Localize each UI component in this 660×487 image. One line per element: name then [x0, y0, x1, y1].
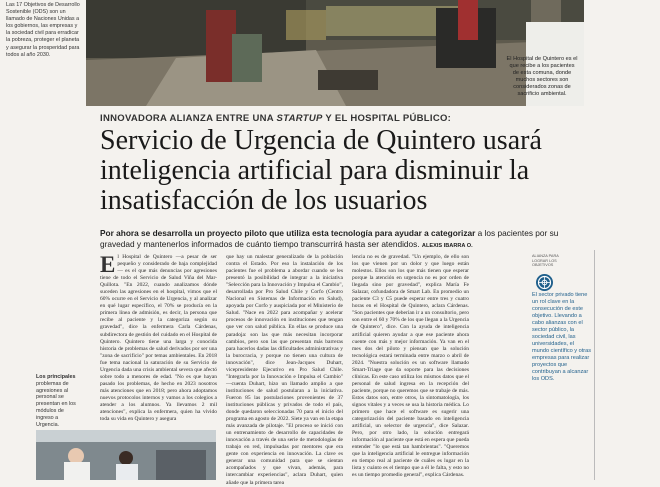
drop-cap: E [100, 252, 116, 277]
article-column-3: lencia no es de gravedad. "Un ejemplo, de ello son los que vienen por un dolor y que luego están molestos. Ellos son los que más tienen que esperar porque la atención en urgencia no es por orden de llegada sino por gravedad", explica María Fe Salazar, cofundadora de Smart Lab. En promedio un paciente C3 y C5 puede esperar entre tres y cuatro horas en el Hospital de Quintero, aclara Cárdenas. "Son pacientes que deberían ir a un consultorio, pero son entre el 60 y 70% de los que llegan a la Urgencia de Quintero", dice. Con la ayuda de inteligencia artificial quieren ayudar a que ese paciente ahora cuente con más y mejor información. Ya van en el mes dos del piloto y piensan que la solución tecnológica estará terminada entre marzo o abril de 2024. "Nuestra solución es un software llamado Smart-Triage que da soporte para las decisiones clínicas. En este caso utiliza los mismos datos que el personal de salud ingresa en la recepción del paciente, porque no queremos que se trabaje de más. Estos datos son, entre otros, la sintomatología, los signos vitales y a veces se usa la historia médica. Lo primero que hace el software es sugerir una categorización del paciente basado en inteligencia artificial, un selector de urgencia", dice Salazar. Pero, por otro lado, la solución entregará información al paciente que está en espera que pueda entender "lo que está tan hambrientas". "Queremos que la inteligencia artificial le entregue información en tiempo real al paciente de cuáles es lugar en la lista y cuánto es el tiempo que a él le falta, y esto no es un tiempo promedio general", explica Cárdenas. [352, 254, 469, 479]
sdg-text: El sector privado tiene un rol clave en la consecución de este objetivo. Llevando a cabo alianzas con el sector público, la sociedad civil, las universidades, el mundo científico y otras empresas para realizar proyectos que contribuyan a alcanzar los ODS. [532, 292, 592, 382]
sdg-alliance-icon [536, 274, 553, 291]
column-1-text: l Hospital de Quintero —a pesar de ser pequeño y considerado de baja complejidad— es el que más denuncias por agresiones tiene de todo el Servicio de Salud Viña del Mar-Quillota. "En 2022, cuando analizamos dónde suceden las agresiones en el hospital, vimos que el 60% ocurre en el Servicio de Urgencia, y al analizar en qué lugar específico, el 70% se producía en la primera línea de admisión, es decir, la persona que recibe al paciente y la categoriza según su gravedad", dice la enfermera Carla Cárdenas, subdirectora de gestión del cuidado en el Hospital de Quintero. Quintero tiene una larga y conocida historia de problemas de salud derivados por ser una "zona de sacrificio" por temas ambientales. En 2018 fue tema nacional la saturación de su Servicio de Urgencia dada una crisis ambiental severa que afectó sobre todo a menores de edad. "No es que hayan pasado los problemas, de hecho en 2023 nosotros más atenciones que en 2018; pero ahora adoptamos nuevos protocolos internos y vamos a los colegios a atender a los alumnos. Ya llevamos 2 mil atenciones", explica la enfermera, quien ha vivido toda su vida en Quintero y asegura [100, 254, 217, 423]
urgency-photo [36, 430, 216, 480]
side-photo-caption [36, 374, 80, 428]
column-divider [594, 250, 595, 480]
overline [100, 113, 580, 124]
article-column-2: que hay un malestar generalizado de la población contra el Estado. Por eso la instalación de los pacientes fue el problema a abordar cuando se les presentó la posibilidad de integrar a la iniciativa "Selección para la Innovación y Impulsa el Cambio", desarrollada por Pro Salud Chile y Corfo (Centro Nacional en Sistemas de Información en Salud), apoyada por Corfo y auspiciada por el Ministerio de Salud. "Nace en 2022 para acompañar y acelerar procesos de innovación en instituciones que tengan que ver con salud pública. En ellas se produce una paradoja: son las que más necesitan incorporar cambios, pero son las que presentan más barreras para hacerlos dadas las dificultades administrativas y la burocracia, y porque no tienen una cultura de innovación", dice Jean-Jacques Duhart, vicepresidente Ejecutivo en Pro Salud Chile. "Integrarla por la Innovación e Impulsa el Cambio" —cuenta Duhart, hizo un llamado amplio a que instituciones de salud postularan a la iniciativa. Fueron 85 las postulaciones provenientes de 37 instituciones públicas y privados de todo el país, donde quedaron seleccionadas 70 para el inicio del programa en agosto de 2022. Siete ya van en la etapa más avanzada de pilotaje. "El proceso se inició con un entrenamiento de desarrollo de capacidades de innovación a través de una serie de metodologías de trabajo en red, impulsadas por mentores que era gente con experiencia en innovación. La clave es generar una comunidad para que se sientan acompañados y que vivan, además, para intercambiar experiencias", aclara Duhart, quien añade que la primera tarea [226, 254, 343, 486]
side-caption-text: problemas de agresiones al personal se presentan en los módulos de ingreso a Urgencia. [36, 380, 76, 428]
sdg-label: ALIANZA PARA LOGRAR LOS OBJETIVOS [532, 254, 559, 268]
subhead-bold: Por ahora se desarrolla un proyecto piloto que utiliza esta tecnología para ayudar a categorizar [100, 228, 476, 238]
overline-part: Y EL HOSPITAL PÚBLICO: [325, 113, 452, 124]
overline-part: INNOVADORA ALIANZA ENTRE UNA [100, 113, 274, 124]
byline: ALEXIS IBARRA O. [421, 242, 473, 249]
photo-caption: El Hospital de Quintero es el que recibe a los pacientes de esta comuna, donde muchos sectores son considerados zonas de sacrificio ambiental. [506, 56, 578, 97]
subhead-rest: a los pacientes por su gravedad y mantenerlos informados de cuánto tiempo transcurrirá hasta ser atendidos. [100, 228, 559, 249]
side-caption-bold: Los principales [36, 374, 76, 380]
ods-sidebar-text: Las 17 Objetivos de Desarrollo Sostenible (ODS) son un llamado de Naciones Unidas a los gobiernos, las empresas y la sociedad civil para erradicar la pobreza, proteger el planeta y asegurar la prosperidad para todos al año 2030. [6, 2, 80, 58]
headline: Servicio de Urgencia de Quintero usará inteligencia artificial para disminuir la insatisfacción de los usuarios [100, 125, 542, 216]
overline-startup: STARTUP [276, 113, 323, 124]
subhead [100, 228, 580, 251]
